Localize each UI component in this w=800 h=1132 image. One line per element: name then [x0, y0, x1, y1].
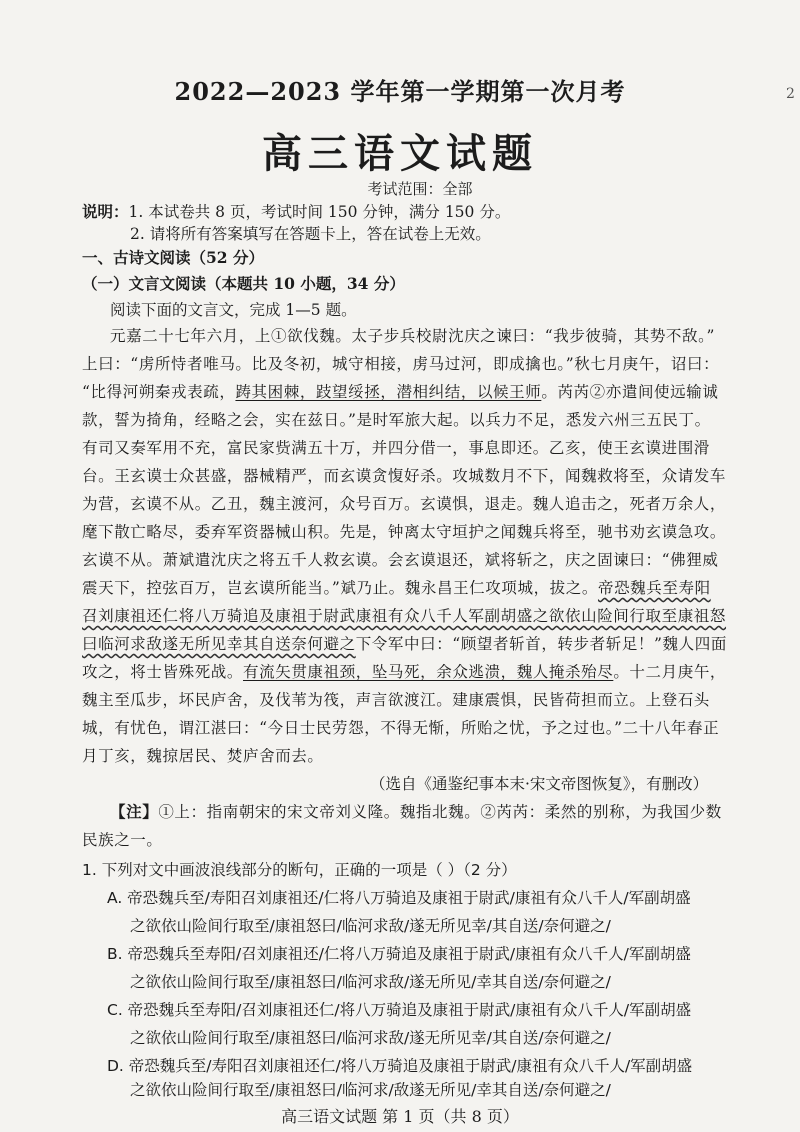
- instruction-1: 1. 本试卷共 8 页，考试时间 150 分钟，满分 150 分。: [128, 203, 511, 221]
- option-d-cont: 之欲依山险间行取至/康祖怒曰/临河求/敌遂无所见/幸其自送/奈何避之/: [130, 1081, 611, 1099]
- reading-prompt: 阅读下面的文言文，完成 1—5 题。: [110, 301, 357, 319]
- wavy-underlined-text: 召刘康祖还仁将八万骑追及康祖于尉武康祖有众八千人军副胡盛之欲依山险间行取至康祖怒: [82, 607, 727, 625]
- passage-line: [82, 604, 727, 626]
- passage-line: [82, 632, 727, 654]
- passage-line: 魏主至瓜步，坏民庐舍，及伐苇为筏，声言欲渡江。建康震惧，民皆荷担而立。上登石头: [82, 691, 710, 709]
- passage-line: [82, 380, 718, 402]
- option-d: D. 帝恐魏兵至/寿阳召刘康祖还仁/将八万骑追及康祖于尉武/康祖有众八千人/军副胡盛: [107, 1057, 693, 1075]
- passage-line: 月丁亥，魏掠居民、焚庐舍而去。: [82, 747, 324, 765]
- underlined-sentence: 踌其困棘，跂望绥拯，潜相纠结，以候王师: [235, 383, 542, 401]
- passage-line: 麾下散亡略尽，委弃军资器械山积。先是，钟离太守垣护之闻魏兵将至，驰书劝玄谟急攻。: [82, 523, 727, 541]
- question-stem: 1. 下列对文中画波浪线部分的断句，正确的一项是（ ）（2 分）: [82, 861, 517, 879]
- passage-line: 有司又奏军用不充，富民家赀满五十万，并四分借一，事息即还。乙亥，使王玄谟进围滑: [82, 439, 710, 457]
- subsection-heading: （一）文言文阅读（本题共 10 小题，34 分）: [82, 274, 405, 293]
- instruction-2: 2. 请将所有答案填写在答题卡上，答在试卷上无效。: [130, 225, 491, 243]
- corner-page-mark: 2: [786, 86, 795, 102]
- passage-line: 台。王玄谟士众甚盛，器械精严，而玄谟贪愎好杀。攻城数月不下，闻魏救将至，众请发车: [82, 467, 727, 485]
- section-heading: 一、古诗文阅读（52 分）: [82, 248, 264, 267]
- passage-line: 玄谟不从。萧斌遣沈庆之将五千人救玄谟。会玄谟退还，斌将斩之，庆之固谏曰：“佛狸威: [82, 551, 719, 569]
- passage-text: 攻之，将士皆殊死战。: [82, 663, 244, 681]
- passage-text: “比得河朔秦戎表疏，: [82, 383, 236, 401]
- passage-text: 震天下，控弦百万，岂玄谟所能当。”斌乃止。魏永昌王仁攻项城，拔之。: [82, 579, 598, 597]
- passage-line: 上曰：“虏所恃者唯马。比及冬初，城守相接，虏马过河，即成擒也。”秋七月庚午，诏曰：: [82, 355, 720, 373]
- passage-line: 元嘉二十七年六月，上①欲伐魏。太子步兵校尉沈庆之谏曰：“我步彼骑，其势不敌。”: [110, 327, 716, 345]
- instructions-label: 说明：: [82, 202, 129, 221]
- passage-text: 。十二月庚午，: [613, 663, 727, 681]
- passage-line: [82, 576, 718, 598]
- subject-title: 高三语文试题: [262, 130, 538, 177]
- passage-line: 为营，玄谟不从。乙丑，魏主渡河，众号百万。玄谟惧，退走。魏人追击之，死者万余人，: [82, 495, 727, 513]
- option-a-cont: 之欲依山险间行取至/康祖怒曰/临河求敌/遂无所见幸/其自送/奈何避之/: [130, 917, 611, 935]
- wavy-underlined-text: 曰临河求敌遂无所见幸其自送奈何避之: [82, 635, 356, 653]
- passage-line: 款，誓为掎角，经略之会，实在兹日。”是时军旅大起。以兵力不足，悉发六州三五民丁。: [82, 411, 711, 429]
- passage-source: （选自《通鉴纪事本末·宋文帝图恢复》，有删改）: [370, 775, 709, 793]
- passage-text: 。芮芮②亦遣间使远输诚: [541, 383, 719, 401]
- option-a: A. 帝恐魏兵至/寿阳召刘康祖还/仁将八万骑追及康祖于尉武/康祖有众八千人/军副胡盛: [107, 889, 691, 907]
- exam-title: 2022—2023 学年第一学期第一次月考: [174, 77, 626, 106]
- wavy-underlined-text: 帝恐魏兵至寿阳: [597, 579, 711, 597]
- option-c: C. 帝恐魏兵至寿阳/召刘康祖还仁/将八万骑追及康祖于尉武/康祖有众八千人/军副胡盛: [107, 1001, 692, 1019]
- passage-text: 下令军中曰：“顾望者斩首，转步者斩足！”魏人四面: [355, 635, 727, 653]
- option-c-cont: 之欲依山险间行取至/康祖怒曰/临河求敌/遂无所见幸/其自送/奈何避之/: [130, 1029, 611, 1047]
- passage-line: [82, 660, 727, 682]
- instructions: [82, 200, 510, 222]
- exam-scope: 考试范围：全部: [367, 180, 473, 198]
- notes-label: 【注】: [110, 802, 159, 821]
- notes-text: ①上：指南朝宋的宋文帝刘义隆。魏指北魏。②芮芮：柔然的别称，为我国少数: [158, 803, 722, 821]
- option-b-cont: 之欲依山险间行取至/康祖怒曰/临河求敌/遂无所见/幸其自送/奈何避之/: [130, 973, 611, 991]
- page-footer-text: 高三语文试题 第 1 页（共 8 页）: [281, 1107, 519, 1126]
- underlined-sentence: 有流矢贯康祖颈，坠马死，余众逃溃，魏人掩杀殆尽: [243, 663, 614, 681]
- notes-text: 民族之一。: [82, 831, 163, 849]
- option-b: B. 帝恐魏兵至寿阳/召刘康祖还/仁将八万骑追及康祖于尉武/康祖有众八千人/军副胡盛: [107, 945, 691, 963]
- passage-line: 城，有忧色，谓江湛曰：“今日士民劳怨，不得无惭，所贻之忧，予之过也。”二十八年春正: [82, 719, 720, 737]
- notes: [110, 800, 746, 822]
